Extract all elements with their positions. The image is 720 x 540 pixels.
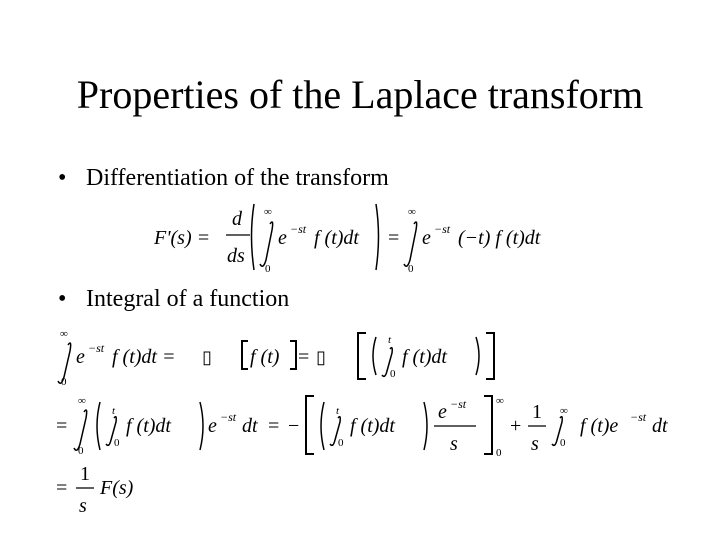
eq1-eq: =: [388, 227, 400, 249]
eq3-tail: f (t)e: [580, 415, 619, 437]
eq3-upper-t2: t: [336, 405, 340, 417]
eq3-upper-t: t: [112, 405, 116, 417]
eq3-right-paren-2: [424, 402, 427, 450]
eq3-big-left-bracket: [306, 396, 314, 454]
eq2-upper-t: t: [388, 334, 392, 346]
equation-result: [52, 462, 172, 522]
eq2-right-bracket: [290, 341, 296, 369]
eq4-s: s: [79, 495, 87, 517]
eq2-bracket-ft: f (t): [250, 346, 280, 368]
eq1-d: d: [232, 208, 242, 230]
eq3-e: e: [208, 415, 217, 437]
eq2-left-bracket: [242, 341, 248, 369]
eq1-e: e: [278, 227, 287, 249]
eq2-e: e: [76, 346, 85, 368]
eq3-tail-exp: −st: [630, 410, 647, 424]
bullet-marker: •: [58, 165, 67, 191]
eq4-eq: =: [56, 477, 68, 499]
eq3-right-paren: [200, 402, 203, 450]
eq2-ft: f (t)dt =: [112, 346, 176, 368]
eq2-exp: −st: [88, 341, 105, 355]
eq3-minus: −: [288, 415, 300, 437]
eq2-lower: 0: [61, 376, 67, 388]
eq3-one: 1: [532, 401, 542, 423]
eq1-exp: −st: [290, 222, 307, 236]
equation-integration-by-parts: [52, 392, 692, 462]
eq2-outer-left-bracket: [358, 333, 366, 379]
bullet-marker: •: [58, 286, 67, 312]
eq3-upper: ∞: [78, 395, 86, 407]
bullet-differentiation: [58, 163, 389, 193]
eq4-Fs: F(s): [100, 477, 134, 499]
eq2-inner-ft: f (t)dt: [402, 346, 447, 368]
eq3-frac-den: s: [450, 433, 458, 455]
eq3-s: s: [531, 433, 539, 455]
eq3-exp: −st: [220, 410, 237, 424]
eq1-e2: e: [422, 227, 431, 249]
eq1-lhs: F'(s) =: [154, 227, 211, 249]
bullet-text: Differentiation of the transform: [86, 165, 389, 191]
eq4-one: 1: [80, 463, 90, 485]
eq1-upper2: ∞: [408, 206, 416, 218]
eq1-left-paren: [252, 204, 255, 270]
eq1-upper: ∞: [264, 206, 272, 218]
eq1-exp2: −st: [434, 222, 451, 236]
equation-integral-definition: [52, 325, 512, 390]
eq1-integral-sign: [260, 222, 273, 266]
eq2-box: ▯: [202, 347, 212, 367]
eq2-upper: ∞: [60, 328, 68, 340]
eq1-ds: ds: [227, 245, 245, 267]
eq3-inner-ft2: f (t)dt: [350, 415, 395, 437]
eq3-bracket-upper: ∞: [496, 395, 504, 407]
eq3-inner-lower: 0: [114, 437, 120, 449]
equation-differentiation: [150, 200, 560, 275]
eq3-eq2: =: [268, 415, 280, 437]
eq3-frac-num: e: [438, 401, 447, 423]
eq3-frac-exp: −st: [450, 397, 467, 411]
eq2-eq: =: [298, 346, 310, 368]
eq2-inner-left-paren: [373, 337, 376, 375]
eq3-inner-lower2: 0: [338, 437, 344, 449]
slide-title: Properties of the Laplace transform: [76, 72, 644, 117]
eq2-outer-right-bracket: [486, 333, 494, 379]
eq3-lower: 0: [78, 445, 84, 457]
eq1-lower2: 0: [408, 263, 414, 275]
eq1-integral-sign-2: [404, 222, 417, 266]
eq1-right-paren: [376, 204, 379, 270]
bullet-integral: [58, 284, 289, 314]
eq3-tail-dt: dt: [652, 415, 668, 437]
bullet-text: Integral of a function: [86, 286, 290, 312]
eq3-inner-ft: f (t)dt: [126, 415, 171, 437]
eq1-ft: f (t)dt: [314, 227, 359, 249]
eq3-big-right-bracket: [484, 396, 492, 454]
eq2-inner-right-paren: [476, 337, 479, 375]
eq3-plus: +: [510, 415, 522, 437]
eq3-upper2: ∞: [560, 405, 568, 417]
eq3-bracket-lower: 0: [496, 447, 502, 459]
eq1-lower: 0: [265, 263, 271, 275]
eq2-inner-lower: 0: [390, 368, 396, 380]
eq3-left-paren-2: [321, 402, 324, 450]
eq3-lower3: 0: [560, 437, 566, 449]
eq3-dt: dt: [242, 415, 258, 437]
eq1-tail: (−t) f (t)dt: [458, 227, 541, 249]
eq3-eq: =: [56, 415, 68, 437]
eq2-box2: ▯: [316, 347, 326, 367]
eq3-left-paren: [97, 402, 100, 450]
